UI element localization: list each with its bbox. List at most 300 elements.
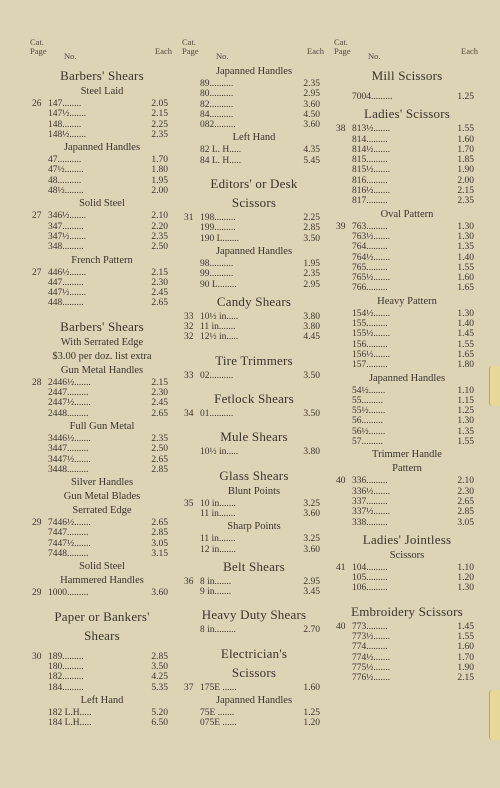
item-number: 11 in....... [200, 508, 236, 519]
item-number: 3448......... [48, 464, 89, 475]
catalog-row [332, 563, 482, 573]
price: 1.25 [457, 92, 474, 102]
item-number: 347......... [48, 221, 84, 232]
price: 3.50 [303, 409, 320, 420]
catalog-row [180, 312, 328, 322]
cat-page: 27 [32, 211, 42, 222]
item-number: 7448......... [48, 549, 89, 560]
catalog-row [332, 437, 482, 447]
section-subtitle: Japanned Handles [215, 245, 293, 257]
price: 1.45 [457, 621, 474, 632]
catalog-row [332, 518, 482, 528]
catalog-row [28, 109, 176, 119]
price: 6.50 [151, 718, 168, 729]
price: 1.60 [457, 273, 474, 284]
spacer [180, 458, 328, 464]
catalog-row [180, 269, 328, 279]
item-number: 7447......... [48, 528, 89, 539]
item-number: 01.......... [200, 409, 234, 420]
cat-page-label: Cat. Page [182, 37, 199, 56]
catalog-row [180, 587, 328, 597]
item-number: 82 L. H..... [200, 145, 242, 156]
section-subtitle: Serrated Edge [72, 505, 132, 517]
item-number: 765......... [352, 262, 388, 273]
cat-page: 41 [336, 562, 346, 573]
item-number: 075E ...... [200, 718, 237, 729]
catalog-row [28, 652, 176, 662]
section-subtitle: Scissors [389, 549, 425, 561]
section-subtitle: Blunt Points [227, 485, 281, 497]
item-number: 814½....... [352, 144, 390, 155]
item-number: 2446½....... [48, 377, 91, 388]
item-number: 11 in....... [200, 322, 236, 333]
section-title: Glass Shears [219, 467, 289, 483]
item-number: 764......... [352, 242, 388, 253]
catalog-row [332, 309, 482, 319]
price: 1.30 [457, 231, 474, 242]
item-number: 56½....... [352, 426, 386, 437]
cat-page: 37 [184, 682, 194, 693]
item-number: 157......... [352, 360, 388, 371]
item-number: 447½....... [48, 288, 86, 299]
catalog-row [28, 683, 176, 693]
section-title: Shears [84, 627, 120, 643]
item-number: 55......... [352, 395, 383, 406]
each-label: Each [155, 46, 172, 56]
item-number: 10 in....... [200, 498, 236, 509]
catalog-row [332, 622, 482, 632]
price: 1.30 [457, 416, 474, 427]
each-label: Each [307, 46, 324, 56]
cat-page: 40 [336, 476, 346, 487]
section-subtitle: Heavy Pattern [377, 295, 437, 307]
catalog-row [332, 263, 482, 273]
price: 3.05 [457, 517, 474, 528]
catalog-row [28, 444, 176, 454]
price: 1.80 [151, 165, 168, 176]
catalog-row [28, 718, 176, 728]
price: 3.80 [303, 447, 320, 458]
item-number: 766......... [352, 283, 388, 294]
item-number: 48½........ [48, 186, 84, 197]
item-number: 3446½....... [48, 433, 91, 444]
price: 3.60 [303, 544, 320, 555]
item-number: 180......... [48, 661, 84, 672]
item-number: 57......... [352, 437, 383, 448]
item-number: 446½....... [48, 267, 86, 278]
price: 2.85 [151, 651, 168, 662]
catalog-row [28, 539, 176, 549]
catalog-row [332, 507, 482, 517]
spacer [180, 636, 328, 642]
item-number: 773......... [352, 621, 388, 632]
section-title: Belt Shears [223, 558, 285, 574]
price: 1.20 [457, 573, 474, 584]
price: 1.70 [457, 652, 474, 663]
item-number: 12 in....... [200, 544, 236, 555]
section-title: Barbers' Shears [60, 318, 144, 334]
item-number: 774......... [352, 642, 388, 653]
price: 3.25 [303, 498, 320, 509]
price: 3.60 [303, 120, 320, 131]
price: 4.45 [303, 332, 320, 343]
item-number: 199......... [200, 223, 236, 234]
catalog-row [28, 398, 176, 408]
item-number: 3447......... [48, 444, 89, 455]
price: 1.10 [457, 562, 474, 573]
item-number: 147½....... [48, 109, 86, 120]
item-number: 106......... [352, 583, 388, 594]
item-number: 346½....... [48, 211, 86, 222]
section-title: Mule Shears [220, 429, 288, 445]
item-number: 98.......... [200, 258, 234, 269]
cat-page: 30 [32, 651, 42, 662]
item-number: 10½ in..... [200, 311, 239, 322]
catalog-row [332, 329, 482, 339]
price: 2.15 [151, 377, 168, 388]
catalog-row [28, 378, 176, 388]
item-number: 10½ in..... [200, 447, 239, 458]
entries [28, 68, 176, 728]
item-number: 8 in......... [200, 625, 236, 636]
catalog-row [332, 145, 482, 155]
price: 1.90 [457, 165, 474, 176]
price: 2.15 [457, 186, 474, 197]
catalog-row [332, 642, 482, 652]
price: 3.25 [303, 534, 320, 545]
price: 2.65 [457, 496, 474, 507]
column-3 [332, 38, 482, 683]
section-subtitle: Trimmer Handle [372, 449, 442, 461]
section-subtitle: Sharp Points [227, 521, 281, 533]
catalog-row [28, 518, 176, 528]
catalog-row [180, 545, 328, 555]
section-subtitle: Solid Steel [79, 561, 125, 573]
catalog-row [28, 298, 176, 308]
index-tab [489, 690, 500, 740]
catalog-row [332, 350, 482, 360]
price: 2.00 [457, 175, 474, 186]
item-number: 156......... [352, 339, 388, 350]
catalog-row [180, 280, 328, 290]
item-number: 447......... [48, 277, 84, 288]
catalog-row [28, 268, 176, 278]
item-number: 154½....... [352, 308, 390, 319]
index-tab [489, 366, 500, 406]
item-number: 082......... [200, 120, 236, 131]
column-1 [28, 38, 176, 728]
cat-page: 33 [184, 311, 194, 322]
item-number: 337½....... [352, 507, 390, 518]
price: 5.20 [151, 707, 168, 718]
price: 2.05 [151, 99, 168, 109]
entries [332, 68, 482, 683]
catalog-row [28, 155, 176, 165]
item-number: 764½....... [352, 252, 390, 263]
cat-page-label: Cat. Page [334, 37, 351, 56]
catalog-row [332, 135, 482, 145]
catalog-row [332, 222, 482, 232]
item-number: 47.......... [48, 155, 82, 166]
price: 2.65 [151, 298, 168, 309]
price: 2.30 [457, 486, 474, 497]
price: 1.30 [457, 221, 474, 232]
price: 1.55 [457, 339, 474, 350]
section-title: Scissors [231, 664, 277, 680]
item-number: 99.......... [200, 269, 234, 280]
item-number: 815......... [352, 155, 388, 166]
item-number: 813½....... [352, 124, 390, 135]
price: 5.45 [303, 155, 320, 166]
item-number: 336½....... [352, 486, 390, 497]
item-number: 817......... [352, 196, 388, 207]
price: 2.95 [303, 279, 320, 290]
catalog-row [28, 528, 176, 538]
price: 1.15 [457, 395, 474, 406]
section-title: Mill Scissors [371, 68, 443, 83]
column-header [332, 38, 482, 64]
cat-page-label: Cat. Page [30, 37, 47, 56]
price: 1.90 [457, 662, 474, 673]
item-number: 2448......... [48, 408, 89, 419]
item-number: 184 L.H..... [48, 718, 92, 729]
price: 3.45 [303, 587, 320, 598]
price: 1.85 [457, 155, 474, 166]
catalog-row [180, 499, 328, 509]
item-number: 90 L........ [200, 279, 237, 290]
price: 1.95 [303, 258, 320, 269]
price: 1.55 [457, 262, 474, 273]
price: 2.35 [457, 196, 474, 207]
spacer [180, 597, 328, 603]
section-title: Candy Shears [216, 293, 292, 309]
section-title: Editors' or Desk [210, 176, 298, 192]
price: 2.50 [151, 242, 168, 253]
catalog-row [28, 120, 176, 130]
item-number: 2447......... [48, 388, 89, 399]
item-number: 189......... [48, 651, 84, 662]
item-number: 47½........ [48, 165, 84, 176]
section-title: Electrician's [220, 645, 288, 661]
catalog-row [180, 708, 328, 718]
catalog-row [180, 534, 328, 544]
item-number: 84.......... [200, 109, 234, 120]
item-number: 7447½....... [48, 538, 91, 549]
catalog-row [332, 632, 482, 642]
price: 4.50 [303, 109, 320, 120]
catalog-row [180, 683, 328, 693]
spacer [180, 343, 328, 349]
price: 2.35 [151, 433, 168, 444]
catalog-row [180, 79, 328, 89]
spacer [332, 594, 482, 600]
catalog-row [332, 360, 482, 370]
section-subtitle: Hammered Handles [60, 575, 144, 587]
price: 2.20 [151, 221, 168, 232]
spacer [180, 166, 328, 172]
catalog-row [180, 234, 328, 244]
cat-page: 36 [184, 576, 194, 587]
section-subtitle: Left Hand [80, 694, 124, 706]
section-subtitle: Silver Handles [70, 477, 134, 489]
item-number: 147........ [48, 99, 82, 109]
catalog-row [28, 672, 176, 682]
item-number: 190 L....... [200, 233, 240, 244]
catalog-row [28, 186, 176, 196]
catalog-row [332, 476, 482, 486]
cat-page: 29 [32, 588, 42, 599]
section-title: Embroidery Scissors [351, 603, 463, 619]
item-number: 337......... [352, 496, 388, 507]
price: 2.95 [303, 576, 320, 587]
catalog-row [332, 427, 482, 437]
section-subtitle: Japanned Handles [215, 695, 293, 707]
item-number: 9 in....... [200, 587, 232, 598]
price: 3.80 [303, 311, 320, 322]
cat-page: 39 [336, 221, 346, 232]
price: 2.85 [151, 528, 168, 539]
item-number: 182 L.H..... [48, 707, 92, 718]
price: 1.55 [457, 124, 474, 135]
price: 3.15 [151, 549, 168, 560]
catalog-row [180, 509, 328, 519]
spacer [180, 419, 328, 425]
price: 1.70 [457, 144, 474, 155]
catalog-row [332, 196, 482, 206]
price: 2.25 [151, 119, 168, 130]
catalog-row [28, 176, 176, 186]
section-subtitle: Full Gun Metal [69, 420, 135, 432]
item-number: 348......... [48, 242, 84, 253]
price: 1.35 [457, 242, 474, 253]
price: 2.85 [151, 464, 168, 475]
section-title: Paper or Bankers' [54, 608, 150, 624]
section-subtitle: French Pattern [71, 254, 133, 266]
price: 1.80 [457, 360, 474, 371]
item-number: 763½....... [352, 231, 390, 242]
section-subtitle: Japanned Handles [215, 66, 293, 77]
catalog-row [332, 487, 482, 497]
item-number: 816......... [352, 175, 388, 186]
price: 2.65 [151, 518, 168, 529]
catalog-row [332, 232, 482, 242]
price: 2.35 [151, 129, 168, 140]
item-number: 02.......... [200, 370, 234, 381]
item-number: 84 L. H..... [200, 155, 242, 166]
price: 1.65 [457, 349, 474, 360]
no-label: No. [64, 51, 77, 61]
catalog-row [180, 223, 328, 233]
price: 4.35 [303, 145, 320, 156]
item-number: 773½....... [352, 631, 390, 642]
price: 1.30 [457, 308, 474, 319]
no-label: No. [368, 51, 381, 61]
section-title: Ladies' Jointless [362, 531, 452, 547]
catalog-row [332, 406, 482, 416]
section-subtitle: Gun Metal Handles [60, 364, 144, 376]
catalog-row [28, 165, 176, 175]
catalog-row [28, 465, 176, 475]
price: 1.40 [457, 252, 474, 263]
cat-page: 31 [184, 213, 194, 224]
catalog-row [180, 625, 328, 635]
catalog-row [28, 288, 176, 298]
catalog-row [28, 434, 176, 444]
catalog-row [28, 99, 176, 109]
each-label: Each [461, 46, 478, 56]
catalog-row [28, 222, 176, 232]
price: 4.25 [151, 672, 168, 683]
price: 2.15 [151, 109, 168, 120]
section-subtitle: Oval Pattern [380, 208, 434, 220]
cat-page: 27 [32, 267, 42, 278]
price: 1.60 [457, 642, 474, 653]
item-number: 105......... [352, 573, 388, 584]
item-number: 75E ....... [200, 708, 235, 719]
price: 2.35 [303, 79, 320, 89]
cat-page: 32 [184, 322, 194, 333]
item-number: 3447½....... [48, 454, 91, 465]
cat-page: 26 [32, 99, 42, 109]
price: 3.60 [151, 588, 168, 599]
item-number: 775½....... [352, 662, 390, 673]
price: 1.10 [457, 385, 474, 396]
price: 1.25 [303, 708, 320, 719]
section-subtitle: Solid Steel [79, 198, 125, 210]
catalog-row [332, 176, 482, 186]
section-subtitle: $3.00 per doz. list extra [52, 350, 152, 362]
catalog-row [180, 322, 328, 332]
price: 2.25 [303, 213, 320, 224]
cat-page: 40 [336, 621, 346, 632]
catalog-row [332, 155, 482, 165]
catalog-row [180, 213, 328, 223]
item-number: 776½....... [352, 673, 390, 684]
catalog-row [28, 242, 176, 252]
price: 1.65 [457, 283, 474, 294]
price: 1.55 [457, 437, 474, 448]
price: 3.05 [151, 538, 168, 549]
catalog-row [332, 186, 482, 196]
catalog-row [332, 253, 482, 263]
price: 3.80 [303, 322, 320, 333]
section-title: Ladies' Scissors [363, 106, 451, 122]
catalog-row [28, 211, 176, 221]
section-subtitle: Gun Metal Blades [63, 491, 141, 503]
catalog-row [28, 232, 176, 242]
item-number: 82.......... [200, 99, 234, 110]
catalog-row [332, 165, 482, 175]
catalog-row [180, 100, 328, 110]
item-number: 338......... [352, 517, 388, 528]
item-number: 8 in....... [200, 576, 232, 587]
catalog-row [180, 718, 328, 728]
catalog-row [180, 409, 328, 419]
section-title: Barbers' Shears [60, 68, 144, 83]
cat-page: 29 [32, 518, 42, 529]
item-number: 815½....... [352, 165, 390, 176]
price: 2.35 [303, 269, 320, 280]
catalog-row [28, 278, 176, 288]
price: 1.60 [303, 682, 320, 693]
catalog-row [28, 409, 176, 419]
catalog-row [180, 332, 328, 342]
item-number: 155½....... [352, 329, 390, 340]
price: 1.30 [457, 583, 474, 594]
item-number: 765½....... [352, 273, 390, 284]
price: 2.10 [457, 476, 474, 487]
catalog-row [332, 653, 482, 663]
